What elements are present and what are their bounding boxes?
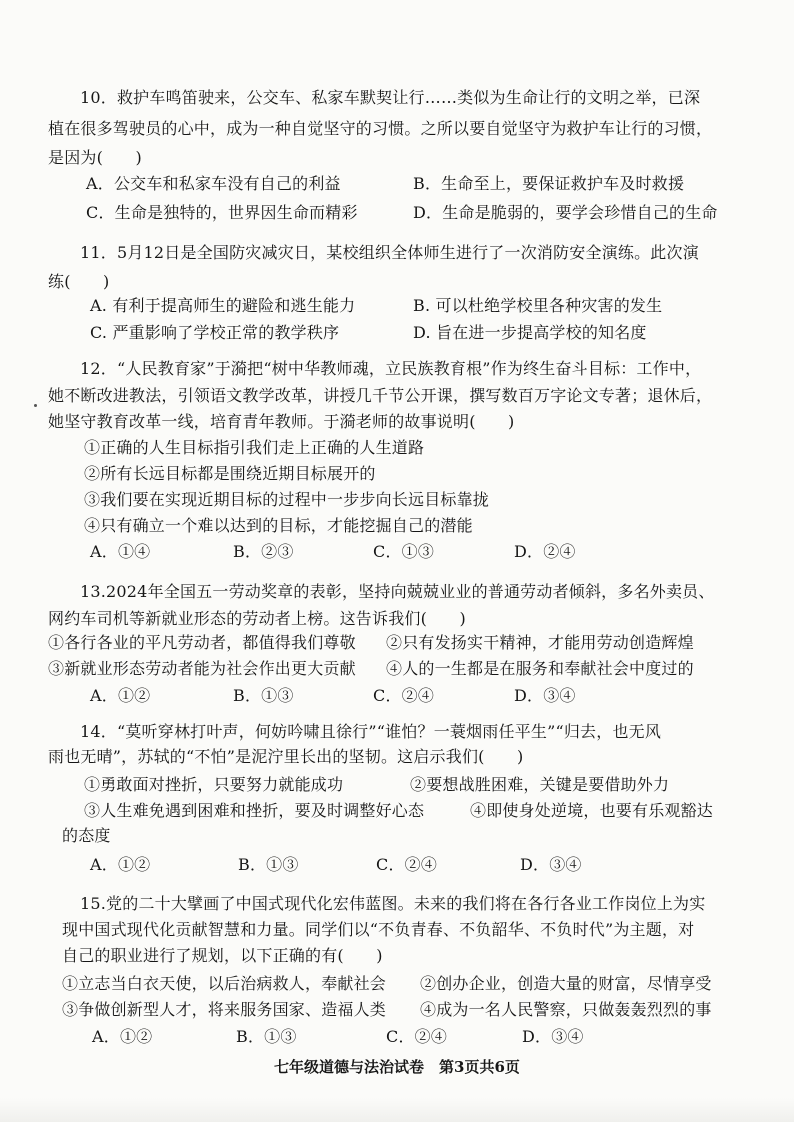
option-c: C. 严重影响了学校正常的教学秩序 (90, 323, 340, 342)
option-c: C．①③ (373, 542, 435, 561)
page-footer: 七年级道德与法治试卷 第3页共6页 (274, 1058, 520, 1076)
option-a: A．①④ (90, 542, 151, 561)
option-d: D．②④ (514, 542, 576, 561)
statement-1: ①正确的人生目标指引我们走上正确的人生道路 (84, 438, 425, 457)
question-stem-line: 12．“人民教育家”于漪把“树中华教师魂，立民族教育根”作为终生奋斗目标：工作中， (80, 359, 702, 378)
question-stem-line: 13.2024年全国五一劳动奖章的表彰，坚持向兢兢业业的普通劳动者倾斜，多名外卖员、 (80, 582, 715, 601)
option-a: A．①② (90, 855, 151, 874)
statement-2: ②创办企业，创造大量的财富，尽情享受 (420, 974, 712, 993)
question-stem-line: 植在很多驾驶员的心中，成为一种自觉坚守的习惯。之所以要自觉坚守为救护车让行的习惯， (48, 119, 713, 138)
statement-2: ②只有发扬实干精神，才能用劳动创造辉煌 (386, 633, 694, 652)
question-stem-line: 她坚守教育改革一线，培育青年教师。于漪老师的故事说明( ) (48, 412, 515, 431)
option-c: C．②④ (376, 855, 438, 874)
statement-3: ③人生难免遇到困难和挫折，要及时调整好心态 (84, 801, 425, 820)
option-b: B．生命至上，要保证救护车及时救援 (413, 174, 685, 193)
statement-4: ④成为一名人民警察，只做轰轰烈烈的事 (420, 1000, 712, 1019)
statement-1: ①立志当白衣天使，以后治病救人，奉献社会 (62, 974, 387, 993)
question-stem-line: 网约车司机等新就业形态的劳动者上榜。这告诉我们( ) (48, 609, 466, 628)
statement-3: ③我们要在实现近期目标的过程中一步步向长远目标靠拢 (84, 490, 490, 509)
option-b: B．①③ (233, 686, 294, 705)
option-b: B．①③ (238, 855, 299, 874)
question-stem-line: 10．救护车鸣笛驶来，公交车、私家车默契让行……类似为生命让行的文明之举，已深 (80, 88, 701, 107)
question-stem-line: 现中国式现代化贡献智慧和力量。同学们以“不负青春、不负韶华、不负时代”为主题，对 (62, 920, 695, 939)
option-c: C．②④ (373, 686, 435, 705)
statement-2: ②所有长远目标都是围绕近期目标展开的 (84, 464, 376, 483)
option-c: C．生命是独特的，世界因生命而精彩 (86, 203, 358, 222)
option-b: B．②③ (233, 542, 294, 561)
option-d: D．③④ (520, 855, 582, 874)
option-d: D．③④ (522, 1027, 584, 1046)
question-stem-line: 自己的职业进行了规划，以下正确的有( ) (62, 946, 383, 965)
question-stem-line: 雨也无晴”，苏轼的“不怕”是泥泞里长出的坚韧。这启示我们( ) (48, 747, 524, 766)
option-a: A. 有利于提高师生的避险和逃生能力 (90, 296, 356, 315)
statement-4: ④人的一生都是在服务和奉献社会中度过的 (386, 659, 694, 678)
option-b: B．①③ (236, 1027, 297, 1046)
scan-speck (34, 404, 37, 407)
option-c: C．②④ (386, 1027, 448, 1046)
question-stem-line: 是因为( ) (48, 148, 142, 167)
statement-4: ④只有确立一个难以达到的目标，才能挖掘自己的潜能 (84, 516, 473, 535)
option-b: B. 可以杜绝学校里各种灾害的发生 (413, 296, 663, 315)
option-a: A．①② (90, 686, 151, 705)
statement-3: ③新就业形态劳动者能为社会作出更大贡献 (48, 659, 356, 678)
statement-3: ③争做创新型人才，将来服务国家、造福人类 (62, 1000, 387, 1019)
question-stem-line: 11．5月12日是全国防灾减灾日，某校组织全体师生进行了一次消防安全演练。此次演 (80, 243, 699, 262)
question-stem-line: 练( ) (48, 272, 110, 291)
option-a: A．①② (92, 1027, 153, 1046)
question-stem-line: 14．“莫听穿林打叶声，何妨吟啸且徐行”“谁怕？一蓑烟雨任平生”“归去，也无风 (80, 722, 662, 741)
statement-4: ④即使身处逆境，也要有乐观豁达 (470, 801, 714, 820)
option-d: D．③④ (514, 686, 576, 705)
statement-1: ①勇敢面对挫折，只要努力就能成功 (84, 775, 344, 794)
scan-edge (0, 1098, 794, 1122)
option-a: A．公交车和私家车没有自己的利益 (86, 174, 341, 193)
question-stem-line: 15.党的二十大擘画了中国式现代化宏伟蓝图。未来的我们将在各行各业工作岗位上为实 (80, 894, 706, 913)
question-stem-line: 她不断改进教法，引领语文教学改革，讲授几千节公开课，撰写数百万字论文专著；退休后， (48, 386, 713, 405)
option-d: D. 旨在进一步提高学校的知名度 (413, 323, 647, 342)
option-d: D．生命是脆弱的，要学会珍惜自己的生命 (413, 203, 718, 222)
statement-2: ②要想战胜困难，关键是要借助外力 (410, 775, 670, 794)
statement-1: ①各行各业的平凡劳动者，都值得我们尊敬 (48, 633, 356, 652)
statement-4-continued: 的态度 (62, 826, 111, 845)
